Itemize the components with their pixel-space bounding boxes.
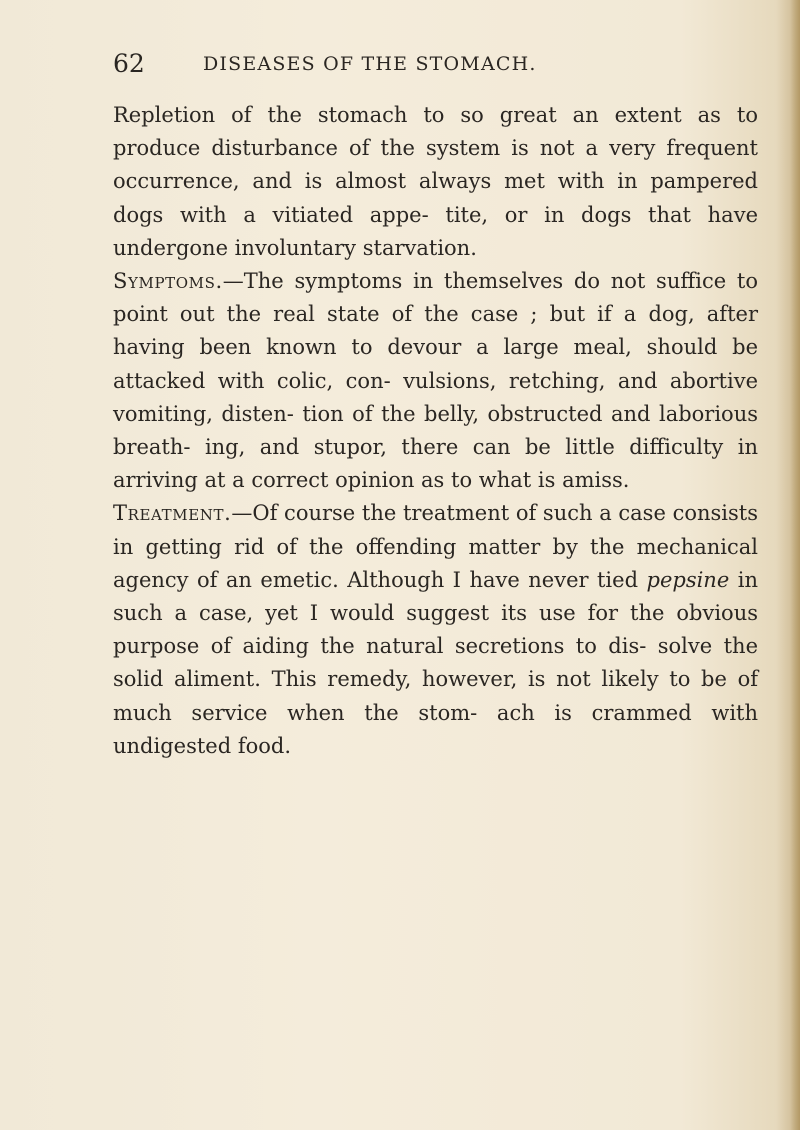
body-text	[113, 99, 758, 763]
paragraph-text: Repletion of the stomach to so great an extent as to produce disturbance of the system is not a very frequent occurrence, and is almost always met with in pampered dogs with a vitiated appe- tite, or in dogs that have undergone involuntary starvation.	[113, 103, 758, 260]
paragraph-treatment	[113, 497, 758, 763]
page-number: 62	[113, 49, 145, 78]
paragraph-text: —Of course the treatment of such a case consists in getting rid of the offending matter by the mechanical agency of an emetic. Although I have never tied	[113, 501, 758, 592]
page-header	[113, 44, 753, 84]
running-head: DISEASES OF THE STOMACH.	[203, 53, 537, 75]
section-heading-symptoms: Symptoms.	[113, 269, 223, 294]
page-edge	[790, 0, 800, 1130]
paragraph-text: in such a case, yet I would suggest its use for the obvious purpose of aiding the natural secretions to dis- solve the solid aliment. This remedy, however, is not likely to be of much service when the stom- ach is crammed with undigested food.	[113, 567, 758, 758]
italic-term: pepsine	[646, 567, 730, 592]
paragraph-repletion	[113, 99, 758, 265]
paragraph-text: —The symptoms in themselves do not suffice to point out the real state of the case ; but if a dog, after having been known to devour a large meal, should be attacked with colic, con- vulsions, retching, and abortive vomiting, disten- tion of the belly, obstructed and laborious breath- ing, and stupor, there can be little difficulty in arriving at a correct opinion as to what is amiss.	[113, 269, 758, 493]
section-heading-treatment: Treatment.	[113, 501, 232, 526]
paragraph-symptoms	[113, 265, 758, 497]
